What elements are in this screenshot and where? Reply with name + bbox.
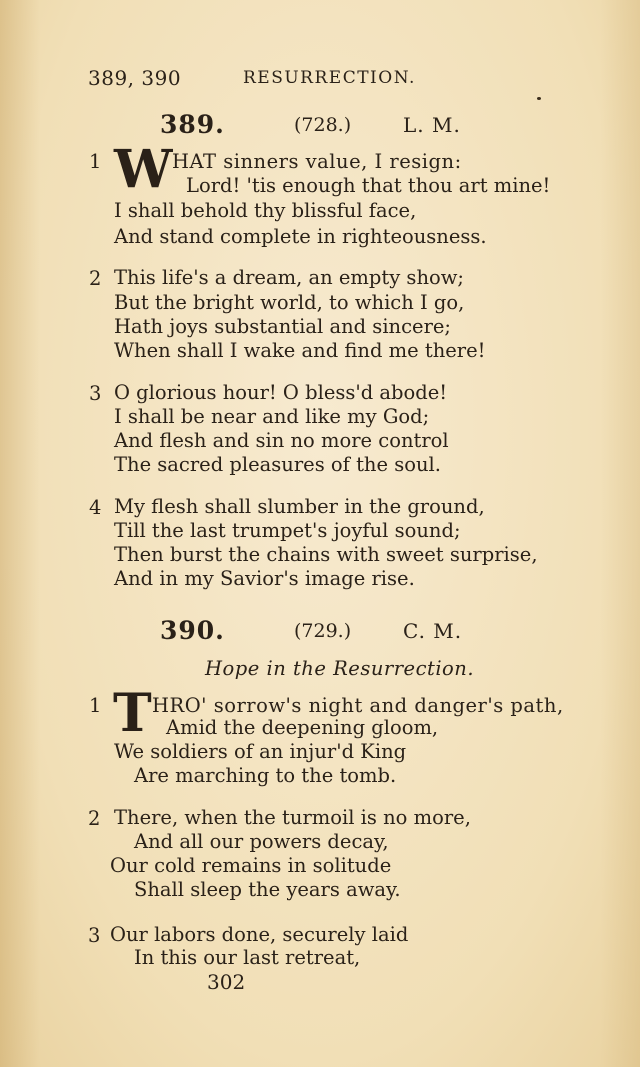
hymn-390-stanza-2-line-4: Shall sleep the years away. <box>134 878 401 901</box>
hymn-389-stanza-2-line-4: When shall I wake and find me there! <box>114 339 486 362</box>
hymn-389-stanza-3-line-4: The sacred pleasures of the soul. <box>114 453 441 476</box>
hymn-389-stanza-4-line-4: And in my Savior's image rise. <box>114 567 415 590</box>
hymn-390-stanza-1-line-3: We soldiers of an injur'd King <box>114 740 407 763</box>
hymn-389-stanza-2-line-1: This life's a dream, an empty show; <box>114 266 465 289</box>
hymn-389-reference: (728.) <box>294 114 352 136</box>
hymn-389-stanza-1-line-4: And stand complete in righteousness. <box>114 225 487 248</box>
hymn-389-stanza-3-line-2: I shall be near and like my God; <box>114 405 430 428</box>
hymn-390-subtitle: Hope in the Resurrection. <box>205 657 475 680</box>
page-folio-number: 302 <box>207 970 246 994</box>
hymn-390-stanza-1-line-1: HRO' sorrow's night and danger's path, <box>152 694 564 717</box>
hymn-389-stanza-2-line-2: But the bright world, to which I go, <box>114 291 465 314</box>
hymn-390-reference: (729.) <box>294 620 352 642</box>
hymn-390-stanza-2-line-1: There, when the turmoil is no more, <box>114 806 471 829</box>
hymn-390-stanza-1-number: 1 <box>89 694 102 717</box>
hymn-389-stanza-1-line-2: Lord! 'tis enough that thou art mine! <box>186 174 551 197</box>
hymn-390-stanza-1-line-4: Are marching to the tomb. <box>134 764 397 787</box>
hymn-389-meter: L. M. <box>403 113 461 137</box>
hymn-390-stanza-2-line-3: Our cold remains in solitude <box>110 854 392 877</box>
running-head-title: RESURRECTION. <box>243 68 416 88</box>
hymn-389-stanza-4-number: 4 <box>89 496 102 519</box>
hymn-389-number: 389. <box>160 110 225 139</box>
hymn-389-stanza-2-number: 2 <box>89 267 102 290</box>
hymn-390-dropcap: T <box>113 683 152 744</box>
hymn-390-number: 390. <box>160 616 225 645</box>
hymn-389-stanza-1-line-1: HAT sinners value, I resign: <box>172 150 462 173</box>
hymn-389-stanza-4-line-1: My flesh shall slumber in the ground, <box>114 495 485 518</box>
hymn-389-stanza-4-line-3: Then burst the chains with sweet surprise, <box>114 543 538 566</box>
hymn-390-stanza-3-line-2: In this our last retreat, <box>134 946 361 969</box>
hymn-390-stanza-1-line-2: Amid the deepening gloom, <box>166 716 439 739</box>
running-head-page-numbers: 389, 390 <box>88 66 182 90</box>
hymn-390-stanza-3-line-1: Our labors done, securely laid <box>110 923 409 946</box>
hymn-389-stanza-3-number: 3 <box>89 382 102 405</box>
hymn-390-stanza-3-number: 3 <box>88 924 101 947</box>
hymn-389-stanza-1-line-3: I shall behold thy blissful face, <box>114 199 417 222</box>
hymn-389-stanza-3-line-1: O glorious hour! O bless'd abode! <box>114 381 448 404</box>
hymn-390-stanza-2-line-2: And all our powers decay, <box>134 830 389 853</box>
hymn-389-stanza-1-number: 1 <box>89 150 102 173</box>
hymn-389-dropcap: W <box>114 139 173 200</box>
ink-speck <box>537 97 541 100</box>
hymn-389-stanza-4-line-2: Till the last trumpet's joyful sound; <box>114 519 461 542</box>
hymn-390-meter: C. M. <box>403 619 463 643</box>
hymn-389-stanza-2-line-3: Hath joys substantial and sincere; <box>114 315 452 338</box>
hymn-389-stanza-3-line-3: And flesh and sin no more control <box>114 429 449 452</box>
hymn-390-stanza-2-number: 2 <box>88 807 101 830</box>
